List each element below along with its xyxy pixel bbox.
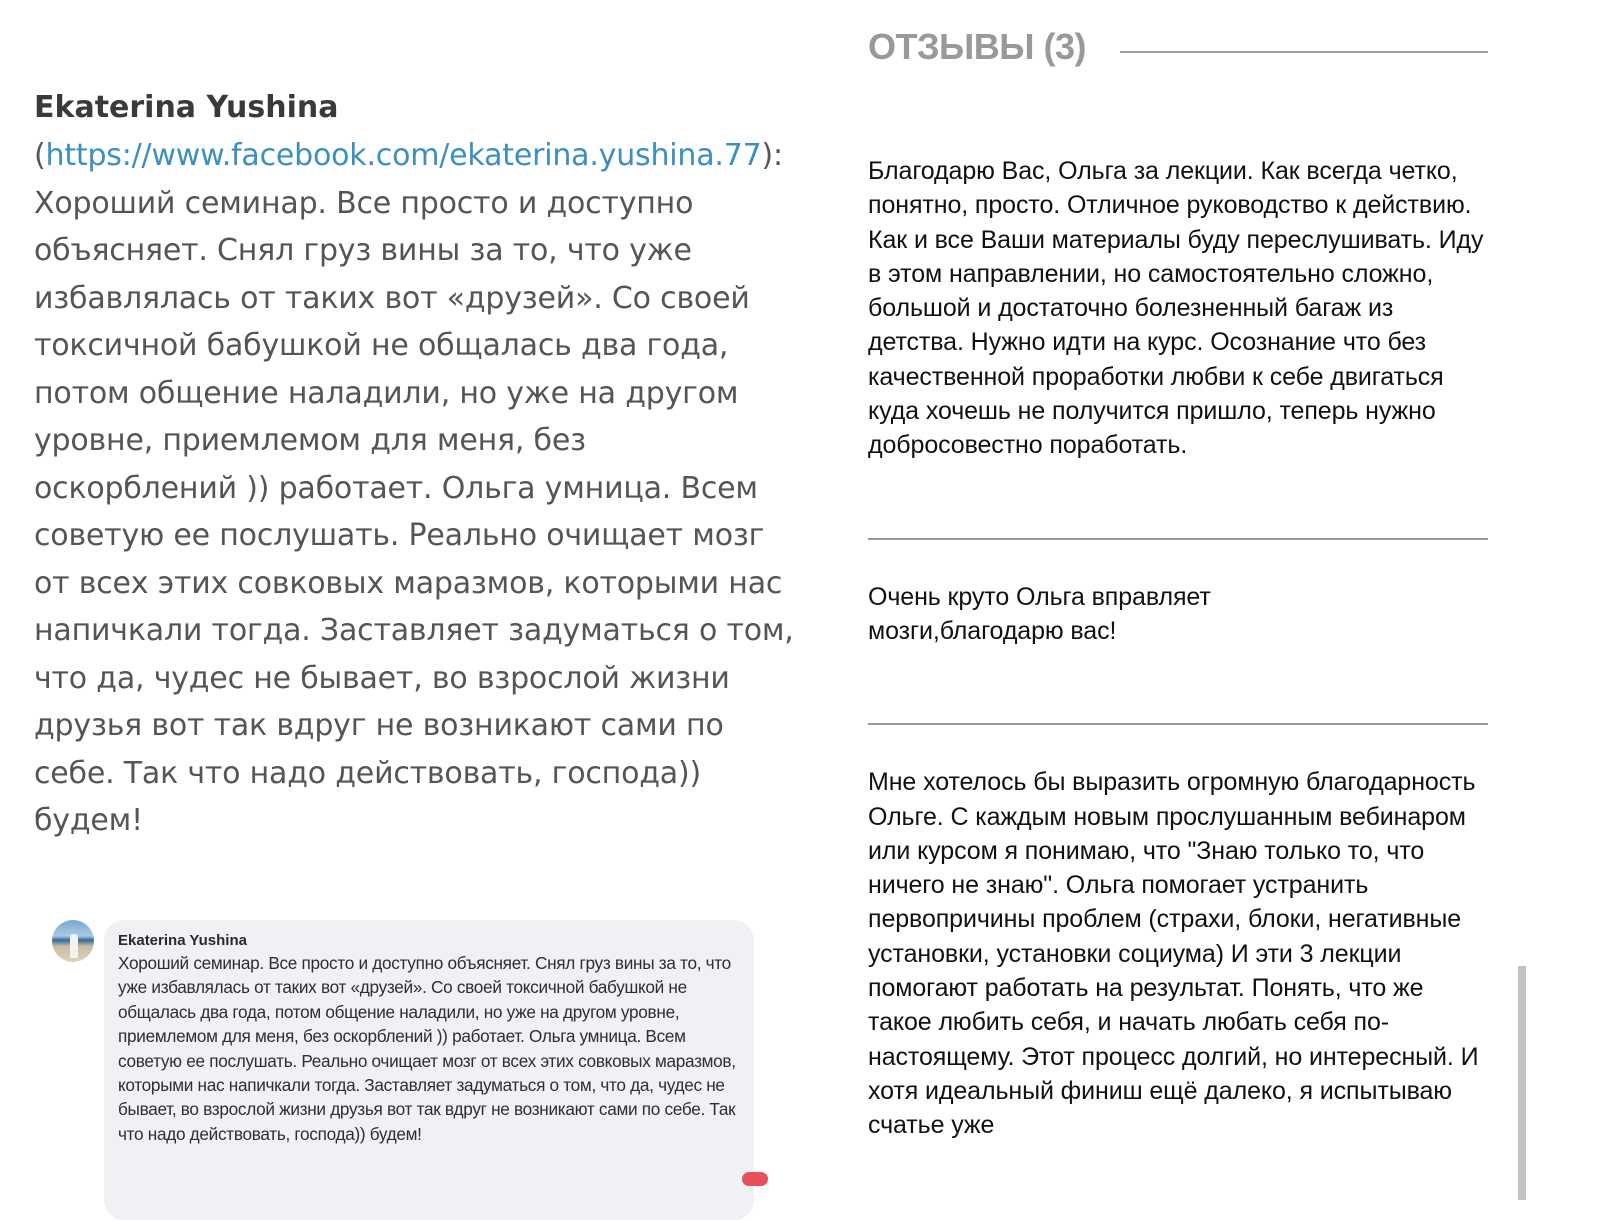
comment-text: Хороший семинар. Все просто и доступно объясняет. Снял груз вины за то, что уже избавлялась от таких вот «друзей». Со своей токсичной бабушкой не общалась два года, потом общение наладили, но уже на другом уровне, приемлемом для меня, без оскорблений )) работает. Ольга умница. Всем советую ее послушать. Реально очищает мозг от всех этих совковых маразмов, которыми нас напичкали тогда. Заставляет задуматься о том, что да, чудес не бывает, во взрослой жизни друзья вот так вдруг не возникают сами по себе. Так что надо действовать, господа)) будем! [118, 953, 736, 1144]
facebook-profile-link[interactable]: https://www.facebook.com/ekaterina.yushina.77 [45, 138, 762, 173]
reaction-icon [742, 1172, 768, 1186]
review-item: Мне хотелось бы выразить огромную благодарность Ольге. С каждым новым прослушанным вебинаром или курсом я понимаю, что "Знаю только то, что ничего не знаю". Ольга помогает устранить первопричины проблем (страхи, блоки, негативные установки, установки социума) И эти 3 лекции помогают работать на результат. Понять, что же такое любить себя, и начать любать себя по-настоящему. Этот процесс долгий, но интересный. И хотя идеальный финиш ещё далеко, я испытываю счатье уже [868, 768, 1479, 1140]
reviews-section [868, 20, 1488, 1143]
section-header [868, 20, 1488, 80]
comment-author: Ekaterina Yushina [118, 932, 247, 949]
scrollbar[interactable] [1518, 966, 1526, 1200]
link-suffix: ): [761, 138, 783, 173]
review-text: Хороший семинар. Все просто и доступно объясняет. Снял груз вины за то, что уже избавлялась от таких вот «друзей». Со своей токсичной бабушкой не общалась два года, потом общение наладили, но уже на другом уровне, приемлемом для меня, без оскорблений )) работает. Ольга умница. Всем советую ее послушать. Реально очищает мозг от всех этих совковых маразмов, которыми нас напичкали тогда. Заставляет задуматься о том, что да, чудес не бывает, во взрослой жизни друзья вот так вдруг не возникают сами по себе. Так что надо действовать, господа)) будем! [34, 185, 794, 838]
review-author: Ekaterina Yushina [34, 90, 339, 125]
title-divider [1120, 51, 1488, 53]
section-title: ОТЗЫВЫ (3) [868, 26, 1087, 67]
avatar [52, 920, 94, 962]
comment-bubble [104, 920, 754, 1220]
link-prefix: ( [34, 138, 46, 173]
review-item: Благодарю Вас, Ольга за лекции. Как всегда четко, понятно, просто. Отличное руководство к действию. Как и все Ваши материалы буду переслушивать. Иду в этом направлении, но самостоятельно сложно, большой и достаточно болезненный багаж из детства. Нужно идти на курс. Осознание что без качественной проработки любви к себе двигаться куда хочешь не получится пришло, теперь нужно добросовестно поработать. [868, 157, 1484, 460]
review-item: Очень круто Ольга вправляет мозги,благодарю вас! [868, 582, 1211, 645]
featured-review [34, 84, 794, 845]
review-body [34, 132, 794, 845]
